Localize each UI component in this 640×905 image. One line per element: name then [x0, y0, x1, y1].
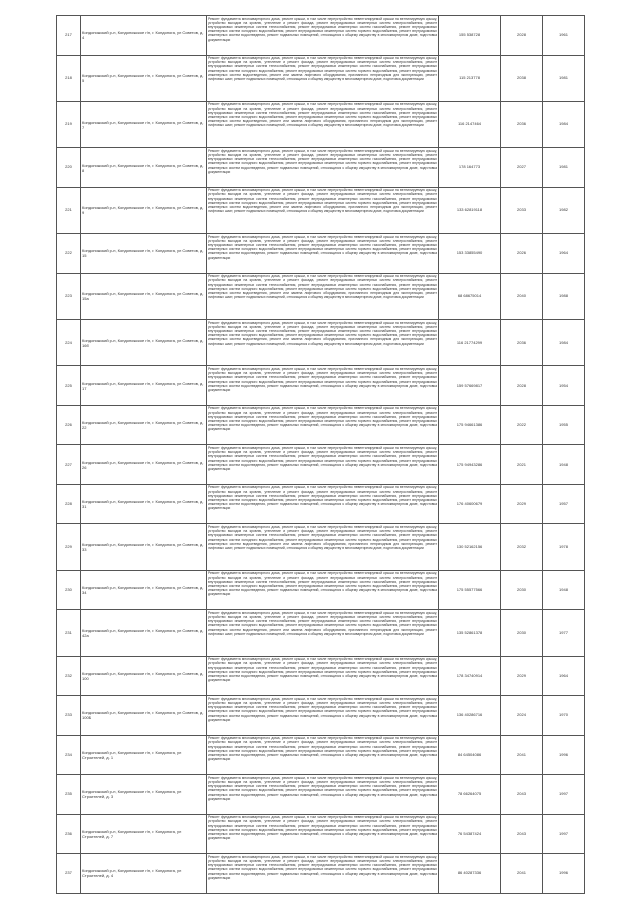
row-number: 226: [57, 405, 81, 445]
row-build-year: 1964: [543, 234, 585, 274]
row-build-year: 1955: [543, 405, 585, 445]
row-plan-year: 2028: [501, 366, 543, 406]
row-cost: 159 57669817: [439, 366, 501, 406]
row-plan-year: 2028: [501, 16, 543, 56]
table-row: [57, 696, 585, 736]
table-row: [57, 570, 585, 610]
table-row: [57, 273, 585, 319]
row-build-year: 1996: [543, 854, 585, 894]
table-row: [57, 55, 585, 101]
table-row: [57, 445, 585, 485]
row-number: 223: [57, 273, 81, 319]
row-address: Кондопожский р-н, Кондопожское г/п, г. Кондопога, ул Советов, д. 9: [81, 187, 207, 233]
row-build-year: 1997: [543, 775, 585, 815]
row-plan-year: 2030: [501, 570, 543, 610]
row-work-list: Ремонт фундамента многоквартирного дома, ремонт крыши, в том числе переустройство невентилируемой крыши на вентилируемую крышу, устройство выходов на кровлю, утепление и ремонт фасада, ремонт внутридомовых инженерных систем электроснабжения, ремонт внутридомовых инженерных систем теплоснабжения, ремонт внутридомовых инженерных систем газоснабжения, ремонт внутридомовых инженерных систем холодного водоснабжения, ремонт внутридомовых инженерных систем горячего водоснабжения, ремонт внутридомовых инженерных систем водоотведения, ремонт подвальных помещений, относящихся к общему имуществу в многоквартирном доме, подготовка документации: [207, 775, 439, 815]
row-work-list: Ремонт фундамента многоквартирного дома, ремонт крыши, в том числе переустройство невентилируемой крыши на вентилируемую крышу, устройство выходов на кровлю, утепление и ремонт фасада, ремонт внутридомовых инженерных систем электроснабжения, ремонт внутридомовых инженерных систем теплоснабжения, ремонт внутридомовых инженерных систем газоснабжения, ремонт внутридомовых инженерных систем холодного водоснабжения, ремонт внутридомовых инженерных систем горячего водоснабжения, ремонт внутридомовых инженерных систем водоотведения, ремонт подвальных помещений, относящихся к общему имуществу в многоквартирном доме, подготовка документации: [207, 696, 439, 736]
row-address: Кондопожский р-н, Кондопожское г/п, г. Кондопога, ул Советов, д. 16б: [81, 320, 207, 366]
table-row: [57, 610, 585, 656]
row-cost: 176 40600679: [439, 484, 501, 524]
table-row: [57, 484, 585, 524]
row-build-year: 1977: [543, 610, 585, 656]
row-work-list: Ремонт фундамента многоквартирного дома, ремонт крыши, в том числе переустройство невентилируемой крыши на вентилируемую крышу, устройство выходов на кровлю, утепление и ремонт фасада, ремонт внутридомовых инженерных систем электроснабжения, ремонт внутридомовых инженерных систем теплоснабжения, ремонт внутридомовых инженерных систем газоснабжения, ремонт внутридомовых инженерных систем холодного водоснабжения, ремонт внутридомовых инженерных систем горячего водоснабжения, ремонт внутридомовых инженерных систем водоотведения, ремонт подвальных помещений, относящихся к общему имуществу в многоквартирном доме, подготовка документации: [207, 405, 439, 445]
table-body: [57, 16, 585, 894]
row-work-list: Ремонт фундамента многоквартирного дома, ремонт крыши, в том числе переустройство невентилируемой крыши на вентилируемую крышу, устройство выходов на кровлю, утепление и ремонт фасада, ремонт внутридомовых инженерных систем электроснабжения, ремонт внутридомовых инженерных систем теплоснабжения, ремонт внутридомовых инженерных систем газоснабжения, ремонт внутридомовых инженерных систем холодного водоснабжения, ремонт внутридомовых инженерных систем горячего водоснабжения, ремонт внутридомовых инженерных систем водоотведения, ремонт подвальных помещений, относящихся к общему имуществу в многоквартирном доме, подготовка документации: [207, 814, 439, 854]
row-build-year: 1961: [543, 16, 585, 56]
table-row: [57, 187, 585, 233]
row-number: 221: [57, 187, 81, 233]
row-cost: 116 21774299: [439, 320, 501, 366]
row-address: Кондопожский р-н, Кондопожское г/п, г. Кондопога, ул Строителей, д. 7: [81, 814, 207, 854]
row-cost: 175 55577566: [439, 570, 501, 610]
row-number: 235: [57, 775, 81, 815]
row-address: Кондопожский р-н, Кондопожское г/п, г. Кондопога, ул Советов, д. 31: [81, 484, 207, 524]
row-build-year: 1948: [543, 445, 585, 485]
row-number: 220: [57, 148, 81, 188]
row-address: Кондопожский р-н, Кондопожское г/п, г. Кондопога, ул Советов, д. 8: [81, 148, 207, 188]
row-plan-year: 2040: [501, 273, 543, 319]
row-cost: 116 2147464: [439, 101, 501, 147]
row-build-year: 1982: [543, 187, 585, 233]
table-row: [57, 366, 585, 406]
table-row: [57, 405, 585, 445]
row-work-list: Ремонт фундамента многоквартирного дома, ремонт крыши, в том числе переустройство невентилируемой крыши на вентилируемую крышу, устройство выходов на кровлю, утепление и ремонт фасада, ремонт внутридомовых инженерных систем электроснабжения, ремонт внутридомовых инженерных систем теплоснабжения, ремонт внутридомовых инженерных систем газоснабжения, ремонт внутридомовых инженерных систем холодного водоснабжения, ремонт внутридомовых инженерных систем горячего водоснабжения, ремонт внутридомовых инженерных систем водоотведения, ремонт подвальных помещений, относящихся к общему имуществу в многоквартирном доме, подготовка документации: [207, 16, 439, 56]
row-build-year: 1964: [543, 656, 585, 696]
repair-program-table: [56, 15, 585, 894]
row-number: 225: [57, 366, 81, 406]
row-address: Кондопожский р-н, Кондопожское г/п, г. Кондопога, ул Строителей, д. 4: [81, 854, 207, 894]
row-plan-year: 2041: [501, 735, 543, 775]
row-build-year: 1984: [543, 101, 585, 147]
row-cost: 68 68675014: [439, 273, 501, 319]
row-plan-year: 2043: [501, 775, 543, 815]
table-row: [57, 320, 585, 366]
row-build-year: 1957: [543, 484, 585, 524]
row-build-year: 1981: [543, 55, 585, 101]
row-address: Кондопожский р-н, Кондопожское г/п, г. Кондопога, ул Советов, д. 100Б: [81, 696, 207, 736]
row-address: Кондопожский р-н, Кондопожское г/п, г. Кондопога, ул Советов, д. 34: [81, 570, 207, 610]
row-number: 233: [57, 696, 81, 736]
row-number: 237: [57, 854, 81, 894]
row-work-list: Ремонт фундамента многоквартирного дома, ремонт крыши, в том числе переустройство невентилируемой крыши на вентилируемую крышу, устройство выходов на кровлю, утепление и ремонт фасада, ремонт внутридомовых инженерных систем электроснабжения, ремонт внутридомовых инженерных систем теплоснабжения, ремонт внутридомовых инженерных систем газоснабжения, ремонт внутридомовых инженерных систем холодного водоснабжения, ремонт внутридомовых инженерных систем горячего водоснабжения, ремонт внутридомовых инженерных систем водоотведения, ремонт подвальных помещений, относящихся к общему имуществу в многоквартирном доме, подготовка документации: [207, 570, 439, 610]
row-build-year: 1988: [543, 273, 585, 319]
table-row: [57, 148, 585, 188]
row-build-year: 1978: [543, 524, 585, 570]
row-cost: 136 40286716: [439, 696, 501, 736]
row-cost: 178 164773: [439, 148, 501, 188]
row-cost: 133 62819118: [439, 187, 501, 233]
table-row: [57, 735, 585, 775]
row-number: 227: [57, 445, 81, 485]
table-row: [57, 854, 585, 894]
row-address: Кондопожский р-н, Кондопожское г/п, г. Кондопога, ул Советов, д. 33: [81, 524, 207, 570]
row-build-year: 1981: [543, 148, 585, 188]
row-work-list: Ремонт фундамента многоквартирного дома, ремонт крыши, в том числе переустройство невентилируемой крыши на вентилируемую крышу, устройство выходов на кровлю, утепление и ремонт фасада, ремонт внутридомовых инженерных систем электроснабжения, ремонт внутридомовых инженерных систем теплоснабжения, ремонт внутридомовых инженерных систем газоснабжения, ремонт внутридомовых инженерных систем холодного водоснабжения, ремонт внутридомовых инженерных систем горячего водоснабжения, ремонт внутридомовых инженерных систем водоотведения, ремонт или замена лифтового оборудования, признанного непригодным для эксплуатации, ремонт лифтовых шахт, ремонт подвальных помещений, относящихся к общему имуществу в многоквартирном доме, подготовка документации: [207, 187, 439, 233]
row-address: Кондопожский р-н, Кондопожское г/п, г. Кондопога, ул Советов, д. 100: [81, 656, 207, 696]
row-build-year: 1984: [543, 320, 585, 366]
row-cost: 115 213778: [439, 55, 501, 101]
row-number: 230: [57, 570, 81, 610]
row-plan-year: 2024: [501, 696, 543, 736]
row-work-list: Ремонт фундамента многоквартирного дома, ремонт крыши, в том числе переустройство невентилируемой крыши на вентилируемую крышу, устройство выходов на кровлю, утепление и ремонт фасада, ремонт внутридомовых инженерных систем электроснабжения, ремонт внутридомовых инженерных систем теплоснабжения, ремонт внутридомовых инженерных систем газоснабжения, ремонт внутридомовых инженерных систем холодного водоснабжения, ремонт внутридомовых инженерных систем горячего водоснабжения, ремонт внутридомовых инженерных систем водоотведения, ремонт или замена лифтового оборудования, признанного непригодным для эксплуатации, ремонт лифтовых шахт, ремонт подвальных помещений, относящихся к общему имуществу в многоквартирном доме, подготовка документации: [207, 55, 439, 101]
row-plan-year: 2032: [501, 524, 543, 570]
row-work-list: Ремонт фундамента многоквартирного дома, ремонт крыши, в том числе переустройство невентилируемой крыши на вентилируемую крышу, устройство выходов на кровлю, утепление и ремонт фасада, ремонт внутридомовых инженерных систем электроснабжения, ремонт внутридомовых инженерных систем теплоснабжения, ремонт внутридомовых инженерных систем газоснабжения, ремонт внутридомовых инженерных систем холодного водоснабжения, ремонт внутридомовых инженерных систем горячего водоснабжения, ремонт внутридомовых инженерных систем водоотведения, ремонт подвальных помещений, относящихся к общему имуществу в многоквартирном доме, подготовка документации: [207, 445, 439, 485]
row-number: 228: [57, 484, 81, 524]
row-work-list: Ремонт фундамента многоквартирного дома, ремонт крыши, в том числе переустройство невентилируемой крыши на вентилируемую крышу, устройство выходов на кровлю, утепление и ремонт фасада, ремонт внутридомовых инженерных систем электроснабжения, ремонт внутридомовых инженерных систем теплоснабжения, ремонт внутридомовых инженерных систем газоснабжения, ремонт внутридомовых инженерных систем холодного водоснабжения, ремонт внутридомовых инженерных систем горячего водоснабжения, ремонт внутридомовых инженерных систем водоотведения, ремонт или замена лифтового оборудования, признанного непригодным для эксплуатации, ремонт лифтовых шахт, ремонт подвальных помещений, относящихся к общему имуществу в многоквартирном доме, подготовка документации: [207, 101, 439, 147]
row-build-year: 1996: [543, 735, 585, 775]
row-address: Кондопожский р-н, Кондопожское г/п, г. Кондопога, ул Советов, д. 7: [81, 101, 207, 147]
row-plan-year: 2036: [501, 320, 543, 366]
row-number: 224: [57, 320, 81, 366]
table-row: [57, 775, 585, 815]
row-work-list: Ремонт фундамента многоквартирного дома, ремонт крыши, в том числе переустройство невентилируемой крыши на вентилируемую крышу, устройство выходов на кровлю, утепление и ремонт фасада, ремонт внутридомовых инженерных систем электроснабжения, ремонт внутридомовых инженерных систем теплоснабжения, ремонт внутридомовых инженерных систем газоснабжения, ремонт внутридомовых инженерных систем холодного водоснабжения, ремонт внутридомовых инженерных систем горячего водоснабжения, ремонт внутридомовых инженерных систем водоотведения, ремонт подвальных помещений, относящихся к общему имуществу в многоквартирном доме, подготовка документации: [207, 484, 439, 524]
row-cost: 153 33855490: [439, 234, 501, 274]
row-plan-year: 2030: [501, 610, 543, 656]
row-address: Кондопожский р-н, Кондопожское г/п, г. Кондопога, ул Советов, д. 4: [81, 16, 207, 56]
row-number: 234: [57, 735, 81, 775]
row-work-list: Ремонт фундамента многоквартирного дома, ремонт крыши, в том числе переустройство невентилируемой крыши на вентилируемую крышу, устройство выходов на кровлю, утепление и ремонт фасада, ремонт внутридомовых инженерных систем электроснабжения, ремонт внутридомовых инженерных систем теплоснабжения, ремонт внутридомовых инженерных систем газоснабжения, ремонт внутридомовых инженерных систем холодного водоснабжения, ремонт внутридомовых инженерных систем горячего водоснабжения, ремонт внутридомовых инженерных систем водоотведения, ремонт или замена лифтового оборудования, признанного непригодным для эксплуатации, ремонт лифтовых шахт, ремонт подвальных помещений, относящихся к общему имуществу в многоквартирном доме, подготовка документации: [207, 524, 439, 570]
row-cost: 135 52861378: [439, 610, 501, 656]
row-cost: 178 34740914: [439, 656, 501, 696]
table-row: [57, 101, 585, 147]
row-work-list: Ремонт фундамента многоквартирного дома, ремонт крыши, в том числе переустройство невентилируемой крыши на вентилируемую крышу, устройство выходов на кровлю, утепление и ремонт фасада, ремонт внутридомовых инженерных систем электроснабжения, ремонт внутридомовых инженерных систем теплоснабжения, ремонт внутридомовых инженерных систем газоснабжения, ремонт внутридомовых инженерных систем холодного водоснабжения, ремонт внутридомовых инженерных систем горячего водоснабжения, ремонт внутридомовых инженерных систем водоотведения, ремонт подвальных помещений, относящихся к общему имуществу в многоквартирном доме, подготовка документации: [207, 234, 439, 274]
row-number: 217: [57, 16, 81, 56]
table-row: [57, 16, 585, 56]
row-build-year: 1970: [543, 696, 585, 736]
row-work-list: Ремонт фундамента многоквартирного дома, ремонт крыши, в том числе переустройство невентилируемой крыши на вентилируемую крышу, устройство выходов на кровлю, утепление и ремонт фасада, ремонт внутридомовых инженерных систем электроснабжения, ремонт внутридомовых инженерных систем теплоснабжения, ремонт внутридомовых инженерных систем газоснабжения, ремонт внутридомовых инженерных систем холодного водоснабжения, ремонт внутридомовых инженерных систем горячего водоснабжения, ремонт внутридомовых инженерных систем водоотведения, ремонт подвальных помещений, относящихся к общему имуществу в многоквартирном доме, подготовка документации: [207, 148, 439, 188]
row-number: 218: [57, 55, 81, 101]
row-plan-year: 2029: [501, 484, 543, 524]
row-plan-year: 2033: [501, 187, 543, 233]
row-work-list: Ремонт фундамента многоквартирного дома, ремонт крыши, в том числе переустройство невентилируемой крыши на вентилируемую крышу, устройство выходов на кровлю, утепление и ремонт фасада, ремонт внутридомовых инженерных систем электроснабжения, ремонт внутридомовых инженерных систем теплоснабжения, ремонт внутридомовых инженерных систем газоснабжения, ремонт внутридомовых инженерных систем холодного водоснабжения, ремонт внутридомовых инженерных систем горячего водоснабжения, ремонт внутридомовых инженерных систем водоотведения, ремонт подвальных помещений, относящихся к общему имуществу в многоквартирном доме, подготовка документации: [207, 854, 439, 894]
row-address: Кондопожский р-н, Кондопожское г/п, г. Кондопога, ул Советов, д. 17: [81, 366, 207, 406]
row-cost: 175 94661386: [439, 405, 501, 445]
table-row: [57, 234, 585, 274]
row-number: 231: [57, 610, 81, 656]
row-address: Кондопожский р-н, Кондопожское г/п, г. Кондопога, ул Советов, д. 15: [81, 234, 207, 274]
row-plan-year: 2038: [501, 55, 543, 101]
document-page: [56, 15, 584, 894]
row-plan-year: 2029: [501, 656, 543, 696]
row-number: 232: [57, 656, 81, 696]
row-plan-year: 2043: [501, 814, 543, 854]
row-cost: 84 64504086: [439, 735, 501, 775]
row-cost: 175 94943286: [439, 445, 501, 485]
table-row: [57, 656, 585, 696]
row-address: Кондопожский р-н, Кондопожское г/п, г. Кондопога, ул Строителей, д. 1: [81, 735, 207, 775]
row-build-year: 1948: [543, 570, 585, 610]
row-work-list: Ремонт фундамента многоквартирного дома, ремонт крыши, в том числе переустройство невентилируемой крыши на вентилируемую крышу, устройство выходов на кровлю, утепление и ремонт фасада, ремонт внутридомовых инженерных систем электроснабжения, ремонт внутридомовых инженерных систем теплоснабжения, ремонт внутридомовых инженерных систем газоснабжения, ремонт внутридомовых инженерных систем холодного водоснабжения, ремонт внутридомовых инженерных систем горячего водоснабжения, ремонт внутридомовых инженерных систем водоотведения, ремонт или замена лифтового оборудования, признанного непригодным для эксплуатации, ремонт лифтовых шахт, ремонт подвальных помещений, относящихся к общему имуществу в многоквартирном доме, подготовка документации: [207, 610, 439, 656]
row-cost: 86 40287336: [439, 854, 501, 894]
row-cost: 78 66264075: [439, 775, 501, 815]
row-work-list: Ремонт фундамента многоквартирного дома, ремонт крыши, в том числе переустройство невентилируемой крыши на вентилируемую крышу, устройство выходов на кровлю, утепление и ремонт фасада, ремонт внутридомовых инженерных систем электроснабжения, ремонт внутридомовых инженерных систем теплоснабжения, ремонт внутридомовых инженерных систем газоснабжения, ремонт внутридомовых инженерных систем холодного водоснабжения, ремонт внутридомовых инженерных систем горячего водоснабжения, ремонт внутридомовых инженерных систем водоотведения, ремонт или замена лифтового оборудования, признанного непригодным для эксплуатации, ремонт лифтовых шахт, ремонт подвальных помещений, относящихся к общему имуществу в многоквартирном доме, подготовка документации: [207, 273, 439, 319]
row-number: 236: [57, 814, 81, 854]
row-number: 229: [57, 524, 81, 570]
row-address: Кондопожский р-н, Кондопожское г/п, г. Кондопога, ул Строителей, д. 3: [81, 775, 207, 815]
row-number: 222: [57, 234, 81, 274]
row-plan-year: 2036: [501, 101, 543, 147]
row-cost: 130 52162156: [439, 524, 501, 570]
row-address: Кондопожский р-н, Кондопожское г/п, г. Кондопога, ул Советов, д. 22: [81, 405, 207, 445]
row-build-year: 1954: [543, 366, 585, 406]
row-plan-year: 2027: [501, 148, 543, 188]
row-cost: 155 538728: [439, 16, 501, 56]
row-work-list: Ремонт фундамента многоквартирного дома, ремонт крыши, в том числе переустройство невентилируемой крыши на вентилируемую крышу, устройство выходов на кровлю, утепление и ремонт фасада, ремонт внутридомовых инженерных систем электроснабжения, ремонт внутридомовых инженерных систем теплоснабжения, ремонт внутридомовых инженерных систем газоснабжения, ремонт внутридомовых инженерных систем холодного водоснабжения, ремонт внутридомовых инженерных систем горячего водоснабжения, ремонт внутридомовых инженерных систем водоотведения, ремонт подвальных помещений, относящихся к общему имуществу в многоквартирном доме, подготовка документации: [207, 656, 439, 696]
row-address: Кондопожский р-н, Кондопожское г/п, г. Кондопога, ул Советов, д. 15а: [81, 273, 207, 319]
row-cost: 76 54387424: [439, 814, 501, 854]
row-work-list: Ремонт фундамента многоквартирного дома, ремонт крыши, в том числе переустройство невентилируемой крыши на вентилируемую крышу, устройство выходов на кровлю, утепление и ремонт фасада, ремонт внутридомовых инженерных систем электроснабжения, ремонт внутридомовых инженерных систем теплоснабжения, ремонт внутридомовых инженерных систем газоснабжения, ремонт внутридомовых инженерных систем холодного водоснабжения, ремонт внутридомовых инженерных систем горячего водоснабжения, ремонт внутридомовых инженерных систем водоотведения, ремонт подвальных помещений, относящихся к общему имуществу в многоквартирном доме, подготовка документации: [207, 366, 439, 406]
row-plan-year: 2041: [501, 854, 543, 894]
row-plan-year: 2021: [501, 445, 543, 485]
table-row: [57, 524, 585, 570]
row-address: Кондопожский р-н, Кондопожское г/п, г. Кондопога, ул Советов, д. 5: [81, 55, 207, 101]
table-row: [57, 814, 585, 854]
row-address: Кондопожский р-н, Кондопожское г/п, г. Кондопога, ул Советов, д. 42а: [81, 610, 207, 656]
row-work-list: Ремонт фундамента многоквартирного дома, ремонт крыши, в том числе переустройство невентилируемой крыши на вентилируемую крышу, устройство выходов на кровлю, утепление и ремонт фасада, ремонт внутридомовых инженерных систем электроснабжения, ремонт внутридомовых инженерных систем теплоснабжения, ремонт внутридомовых инженерных систем газоснабжения, ремонт внутридомовых инженерных систем холодного водоснабжения, ремонт внутридомовых инженерных систем горячего водоснабжения, ремонт внутридомовых инженерных систем водоотведения, ремонт или замена лифтового оборудования, признанного непригодным для эксплуатации, ремонт лифтовых шахт, ремонт подвальных помещений, относящихся к общему имуществу в многоквартирном доме, подготовка документации: [207, 320, 439, 366]
row-plan-year: 2022: [501, 405, 543, 445]
row-work-list: Ремонт фундамента многоквартирного дома, ремонт крыши, в том числе переустройство невентилируемой крыши на вентилируемую крышу, устройство выходов на кровлю, утепление и ремонт фасада, ремонт внутридомовых инженерных систем электроснабжения, ремонт внутридомовых инженерных систем теплоснабжения, ремонт внутридомовых инженерных систем газоснабжения, ремонт внутридомовых инженерных систем холодного водоснабжения, ремонт внутридомовых инженерных систем горячего водоснабжения, ремонт внутридомовых инженерных систем водоотведения, ремонт подвальных помещений, относящихся к общему имуществу в многоквартирном доме, подготовка документации: [207, 735, 439, 775]
row-address: Кондопожский р-н, Кондопожское г/п, г. Кондопога, ул Советов, д. 26: [81, 445, 207, 485]
row-number: 219: [57, 101, 81, 147]
row-plan-year: 2026: [501, 234, 543, 274]
row-build-year: 1997: [543, 814, 585, 854]
